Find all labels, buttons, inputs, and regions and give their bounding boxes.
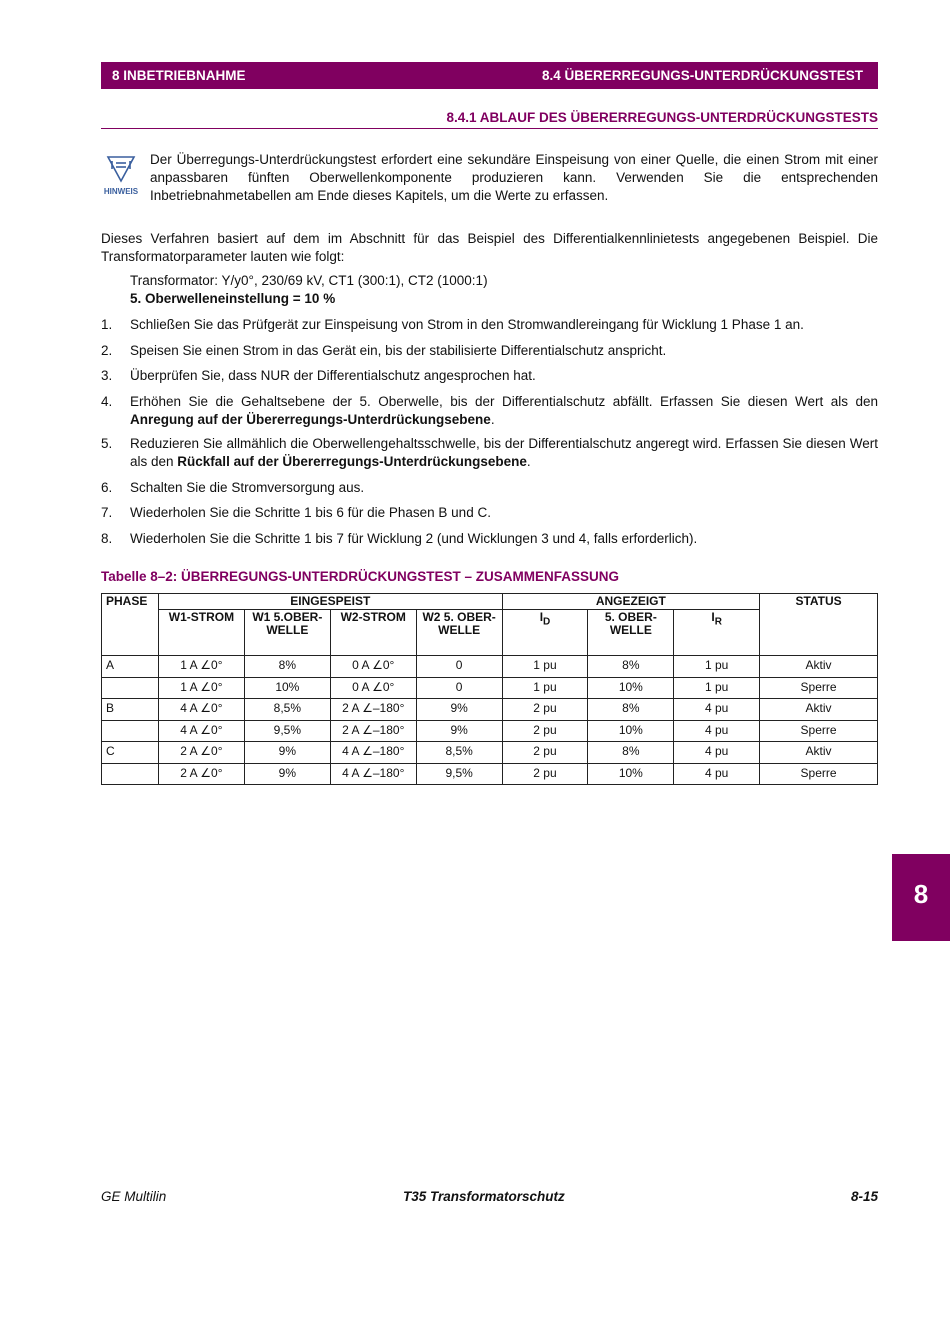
cell-w2: 2 A ∠–180° <box>330 720 416 742</box>
step-text <box>130 504 878 522</box>
cell-h5: 8% <box>588 699 674 721</box>
cell-w2: 0 A ∠0° <box>330 677 416 699</box>
col-id: $I_D$ <box>502 610 588 656</box>
cell-w2h: 9,5% <box>416 763 502 785</box>
col-5th-harmonic: 5. OBER-WELLE <box>588 610 674 656</box>
cell-w1h: 9% <box>244 742 330 764</box>
table-row <box>102 742 878 764</box>
cell-status: Aktiv <box>760 656 878 678</box>
cell-w2: 4 A ∠–180° <box>330 763 416 785</box>
step-number: 3. <box>101 368 113 383</box>
cell-ir: 4 pu <box>674 720 760 742</box>
step-text <box>130 316 878 334</box>
table-row <box>102 720 878 742</box>
cell-w2h: 0 <box>416 656 502 678</box>
cell-phase <box>102 763 159 785</box>
note-text: Der Überregungs-Unterdrückungstest erfordert eine sekundäre Einspeisung von einer Quelle, die einen Strom mit einer anpassbaren fünften Oberwellenkomponente produzieren kann. Verwenden Sie die entsprechenden Inbetriebnahmetabellen am Ende dieses Kapitels, um die Werte zu erfassen. <box>150 152 878 203</box>
col-w1-current: W1-STROM <box>158 610 244 656</box>
procedure-step <box>101 530 878 548</box>
step-text-main: Wiederholen Sie die Schritte 1 bis 7 für Wicklung 2 (und Wicklungen 3 und 4, falls erforderlich). <box>130 531 698 546</box>
step-number: 6. <box>101 480 113 495</box>
step-text-main: Schalten Sie die Stromversorgung aus. <box>130 480 365 495</box>
table-row <box>102 656 878 678</box>
cell-ir: 4 pu <box>674 742 760 764</box>
cell-id: 1 pu <box>502 677 588 699</box>
cell-ir: 1 pu <box>674 677 760 699</box>
procedure-step <box>101 342 878 360</box>
step-number: 5. <box>101 436 113 451</box>
step-text-main: Reduzieren Sie allmählich die Oberwellengehaltsschwelle, bis der Differentialschutz angeregt wird. Erfassen Sie diesen Wert als den <box>130 436 878 469</box>
cell-w2h: 0 <box>416 677 502 699</box>
section-title: 8.4 ÜBERERREGUNGS-UNTERDRÜCKUNGSTEST <box>541 68 863 83</box>
cell-h5: 8% <box>588 656 674 678</box>
step-text-end: . <box>490 412 495 427</box>
step-text <box>130 530 878 548</box>
cell-h5: 8% <box>588 742 674 764</box>
step-text-main: Speisen Sie einen Strom in das Gerät ein, bis der stabilisierte Differentialschutz anspricht. <box>130 343 667 358</box>
cell-w1h: 9% <box>244 763 330 785</box>
cell-ir: 4 pu <box>674 699 760 721</box>
table-row <box>102 699 878 721</box>
cell-h5: 10% <box>588 720 674 742</box>
cell-w1h: 10% <box>244 677 330 699</box>
col-ir: $I_R$ <box>674 610 760 656</box>
cell-phase: C <box>102 742 159 764</box>
subsection-title: 8.4.1 ABLAUF DES ÜBERERREGUNGS-UNTERDRÜCKUNGSTESTS <box>446 110 878 125</box>
section-header-bar <box>101 62 878 89</box>
step-text <box>130 435 878 471</box>
table-row <box>102 677 878 699</box>
note-icon-label: HINWEIS <box>103 187 139 196</box>
cell-w1: 1 A ∠0° <box>158 656 244 678</box>
procedure-step <box>101 504 878 522</box>
cell-phase <box>102 677 159 699</box>
transformer-params: Transformator: Y/y0°, 230/69 kV, CT1 (300:1), CT2 (1000:1) <box>130 273 488 288</box>
col-w2-current: W2-STROM <box>330 610 416 656</box>
cell-status: Sperre <box>760 763 878 785</box>
cell-w1h: 8,5% <box>244 699 330 721</box>
cell-id: 2 pu <box>502 720 588 742</box>
chapter-side-tab[interactable]: 8 <box>892 854 950 941</box>
cell-w2: 0 A ∠0° <box>330 656 416 678</box>
cell-h5: 10% <box>588 763 674 785</box>
subsection-divider <box>101 128 878 129</box>
cell-h5: 10% <box>588 677 674 699</box>
col-group-displayed: ANGEZEIGT <box>502 594 760 610</box>
footer-page-number: 8-15 <box>850 1189 878 1204</box>
step-number: 7. <box>101 505 113 520</box>
summary-table-body <box>102 656 878 785</box>
cell-phase <box>102 720 159 742</box>
chapter-title: 8 INBETRIEBNAHME <box>112 68 246 83</box>
col-w2-harmonic: W2 5. OBER-WELLE <box>416 610 502 656</box>
cell-w1: 1 A ∠0° <box>158 677 244 699</box>
cell-w1: 4 A ∠0° <box>158 720 244 742</box>
step-text-main: Überprüfen Sie, dass NUR der Differentialschutz angesprochen hat. <box>130 368 536 383</box>
step-number: 2. <box>101 343 113 358</box>
cell-id: 2 pu <box>502 763 588 785</box>
note-hand-icon <box>102 155 140 197</box>
cell-id: 1 pu <box>502 656 588 678</box>
step-number: 4. <box>101 394 113 409</box>
cell-id: 2 pu <box>502 742 588 764</box>
cell-w2h: 9% <box>416 720 502 742</box>
step-text <box>130 393 878 429</box>
cell-w2h: 8,5% <box>416 742 502 764</box>
procedure-step <box>101 316 878 334</box>
cell-w2: 2 A ∠–180° <box>330 699 416 721</box>
cell-status: Sperre <box>760 720 878 742</box>
cell-w1h: 8% <box>244 656 330 678</box>
cell-ir: 4 pu <box>674 763 760 785</box>
cell-status: Aktiv <box>760 699 878 721</box>
procedure-step <box>101 479 878 497</box>
cell-phase: A <box>102 656 159 678</box>
col-status: STATUS <box>760 594 878 656</box>
table-caption: Tabelle 8–2: ÜBERREGUNGS-UNTERDRÜCKUNGSTEST – ZUSAMMENFASSUNG <box>101 569 620 584</box>
cell-status: Sperre <box>760 677 878 699</box>
step-text <box>130 342 878 360</box>
cell-ir: 1 pu <box>674 656 760 678</box>
cell-w1: 4 A ∠0° <box>158 699 244 721</box>
step-text-main: Wiederholen Sie die Schritte 1 bis 6 für die Phasen B und C. <box>130 505 491 520</box>
step-text <box>130 479 878 497</box>
intro-paragraph: Dieses Verfahren basiert auf dem im Abschnitt für das Beispiel des Differentialkennlinietests angegebenen Beispiel. Die Transformatorparameter lauten wie folgt: <box>101 231 878 264</box>
cell-id: 2 pu <box>502 699 588 721</box>
step-text <box>130 367 878 385</box>
summary-table <box>101 593 878 785</box>
cell-status: Aktiv <box>760 742 878 764</box>
cell-w2h: 9% <box>416 699 502 721</box>
procedure-step <box>101 367 878 385</box>
step-text-main: Schließen Sie das Prüfgerät zur Einspeisung von Strom in den Stromwandlereingang für Wicklung 1 Phase 1 an. <box>130 317 804 332</box>
cell-w1h: 9,5% <box>244 720 330 742</box>
step-text-main: Erhöhen Sie die Gehaltsebene der 5. Oberwelle, bis der Differentialschutz abfällt. Erfassen Sie diesen Wert als den <box>130 394 878 409</box>
harmonic-setting: 5. Oberwelleneinstellung = 10 % <box>130 291 336 306</box>
step-number: 1. <box>101 317 113 332</box>
col-phase: PHASE <box>102 594 159 656</box>
cell-w1: 2 A ∠0° <box>158 763 244 785</box>
footer-title: T35 Transformatorschutz <box>403 1189 565 1204</box>
step-text-emphasis: Anregung auf der Übererregungs-Unterdrückungsebene <box>130 412 491 427</box>
cell-w2: 4 A ∠–180° <box>330 742 416 764</box>
procedure-step <box>101 435 878 471</box>
col-group-injected: EINGESPEIST <box>158 594 502 610</box>
cell-w1: 2 A ∠0° <box>158 742 244 764</box>
table-row <box>102 763 878 785</box>
procedure-step <box>101 393 878 429</box>
step-text-end: . <box>526 454 531 469</box>
col-w1-harmonic: W1 5.OBER-WELLE <box>244 610 330 656</box>
step-number: 8. <box>101 531 113 546</box>
step-text-emphasis: Rückfall auf der Übererregungs-Unterdrückungsebene <box>177 454 527 469</box>
footer-company: GE Multilin <box>101 1189 167 1204</box>
cell-phase: B <box>102 699 159 721</box>
